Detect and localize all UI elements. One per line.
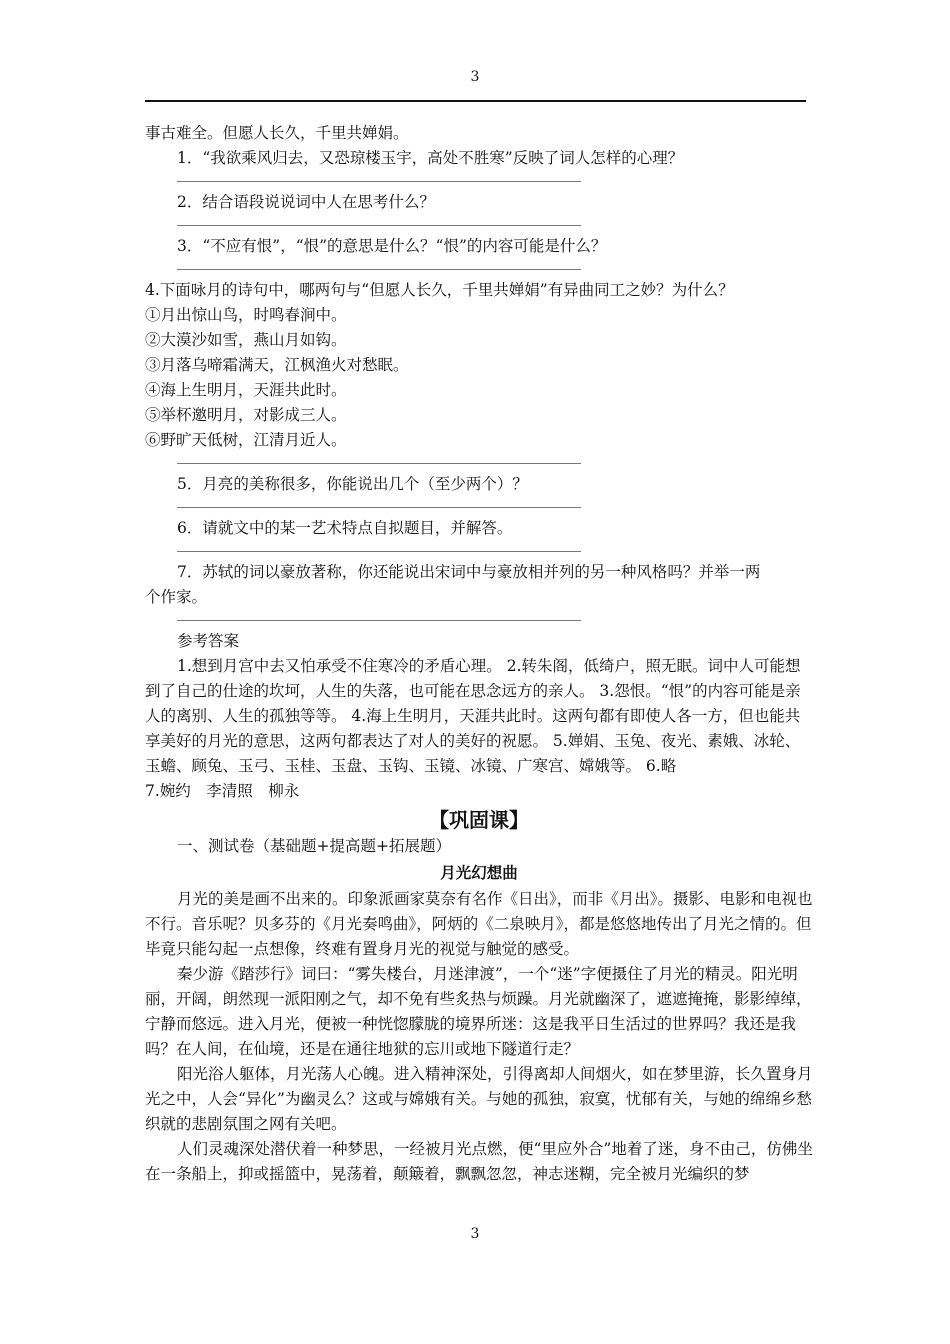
answer-line-2 <box>177 225 581 226</box>
article-paragraph-4: 人们灵魂深处潜伏着一种梦思，一经被月光点燃，便“里应外合”地着了迷，身不由己，仿佛坐在一条船上，抑或摇篮中，晃荡着，颠簸着，飘飘忽忽，神志迷糊，完全被月光编织的梦 <box>145 1140 813 1183</box>
article-paragraph-3: 阳光浴人躯体，月光荡人心魄。进入精神深处，引得离却人间烟火，如在梦里游，长久置身月光之中，人会“异化”为幽灵么？这或与嫦娥有关。与她的孤独，寂寞，忧郁有关，与她的绵绵乡愁织就的悲剧氛围之网有关吧。 <box>145 1065 813 1133</box>
article-paragraph-1: 月光的美是画不出来的。印象派画家莫奈有名作《日出》，而非《月出》。摄影、电影和电视也不行。音乐呢？贝多芬的《月光奏鸣曲》，阿炳的《二泉映月》，都是悠悠地传出了月光之情的。但毕竟只能勾起一点想像，终难有置身月光的视觉与触觉的感受。 <box>145 890 813 958</box>
article-title: 月光幻想曲 <box>440 864 518 882</box>
section-title: 【巩固课】 <box>429 808 529 832</box>
answers-last-line: 7.婉约 李清照 柳永 <box>145 782 300 800</box>
question-7-line-1: 7．苏轼的词以豪放著称，你还能说出宋词中与豪放相并列的另一种风格吗？并举一两 <box>177 563 761 581</box>
answer-line-6 <box>177 551 581 552</box>
answers-heading: 参考答案 <box>177 632 240 650</box>
section-subtitle: 一、测试卷（基础题+提高题+拓展题） <box>177 837 451 855</box>
q4-option-6: ⑥野旷天低树，江清月近人。 <box>145 431 347 449</box>
answer-line-3 <box>177 269 581 270</box>
answer-line-5 <box>177 507 581 508</box>
question-1: 1．“我欲乘风归去，又恐琼楼玉宇，高处不胜寒”反映了词人怎样的心理？ <box>177 149 684 167</box>
q4-option-4: ④海上生明月，天涯共此时。 <box>145 381 347 399</box>
question-6: 6．请就文中的某一艺术特点自拟题目，并解答。 <box>177 519 513 537</box>
q4-option-1: ①月出惊山鸟，时鸣春涧中。 <box>145 306 347 324</box>
answer-line-4 <box>177 463 581 464</box>
document-body <box>145 121 813 1187</box>
question-3: 3．“不应有恨”，“恨”的意思是什么？“恨”的内容可能是什么？ <box>177 237 607 255</box>
question-7-line-2: 个作家。 <box>145 588 208 606</box>
q4-option-2: ②大漠沙如雪，燕山月如钩。 <box>145 331 347 349</box>
answers-text: 1.想到月宫中去又怕承受不住寒冷的矛盾心理。 2.转朱阁，低绮户，照无眠。词中人可能想到了自己的仕途的坎坷，人生的失落，也可能在思念远方的亲人。 3.怨恨。“恨”的内容可能是亲人的离别、人生的孤独等等。 4.海上生明月，天涯共此时。这两句都有即使人各一方，但也能共享美好的月光的意思，这两句都表达了对人的美好的祝愿。 5.婵娟、玉兔、夜光、素娥、冰轮、玉蟾、顾兔、玉弓、玉桂、玉盘、玉钩、玉镜、冰镜、广寒宫、嫦娥等。 6.略 <box>145 657 801 775</box>
q4-option-5: ⑤举杯邀明月，对影成三人。 <box>145 406 347 424</box>
question-4: 4.下面咏月的诗句中，哪两句与“但愿人长久，千里共婵娟”有异曲同工之妙？为什么？ <box>145 281 734 299</box>
answer-line-7 <box>177 620 581 621</box>
page-number-bottom: 3 <box>470 1226 480 1242</box>
carry-over-line: 事古难全。但愿人长久，千里共婵娟。 <box>145 124 409 142</box>
answer-line-1 <box>177 181 581 182</box>
question-5: 5．月亮的美称很多，你能说出几个（至少两个）？ <box>177 475 528 493</box>
article-paragraph-2: 秦少游《踏莎行》词曰：“雾失楼台，月迷津渡”，一个“迷”字便摄住了月光的精灵。阳光明丽，开阔，朗然现一派阳刚之气，却不免有些炙热与烦躁。月光就幽深了，遮遮掩掩，影影绰绰，宁静而悠远。进入月光，便被一种恍惚朦胧的境界所迷：这是我平日生活过的世界吗？我还是我吗？在人间，在仙境，还是在通往地狱的忘川或地下隧道行走？ <box>145 965 812 1058</box>
q4-option-3: ③月落乌啼霜满天，江枫渔火对愁眠。 <box>145 356 409 374</box>
question-2: 2．结合语段说说词中人在思考什么？ <box>177 193 435 211</box>
header-divider <box>145 100 806 102</box>
page-number-top: 3 <box>470 69 480 85</box>
